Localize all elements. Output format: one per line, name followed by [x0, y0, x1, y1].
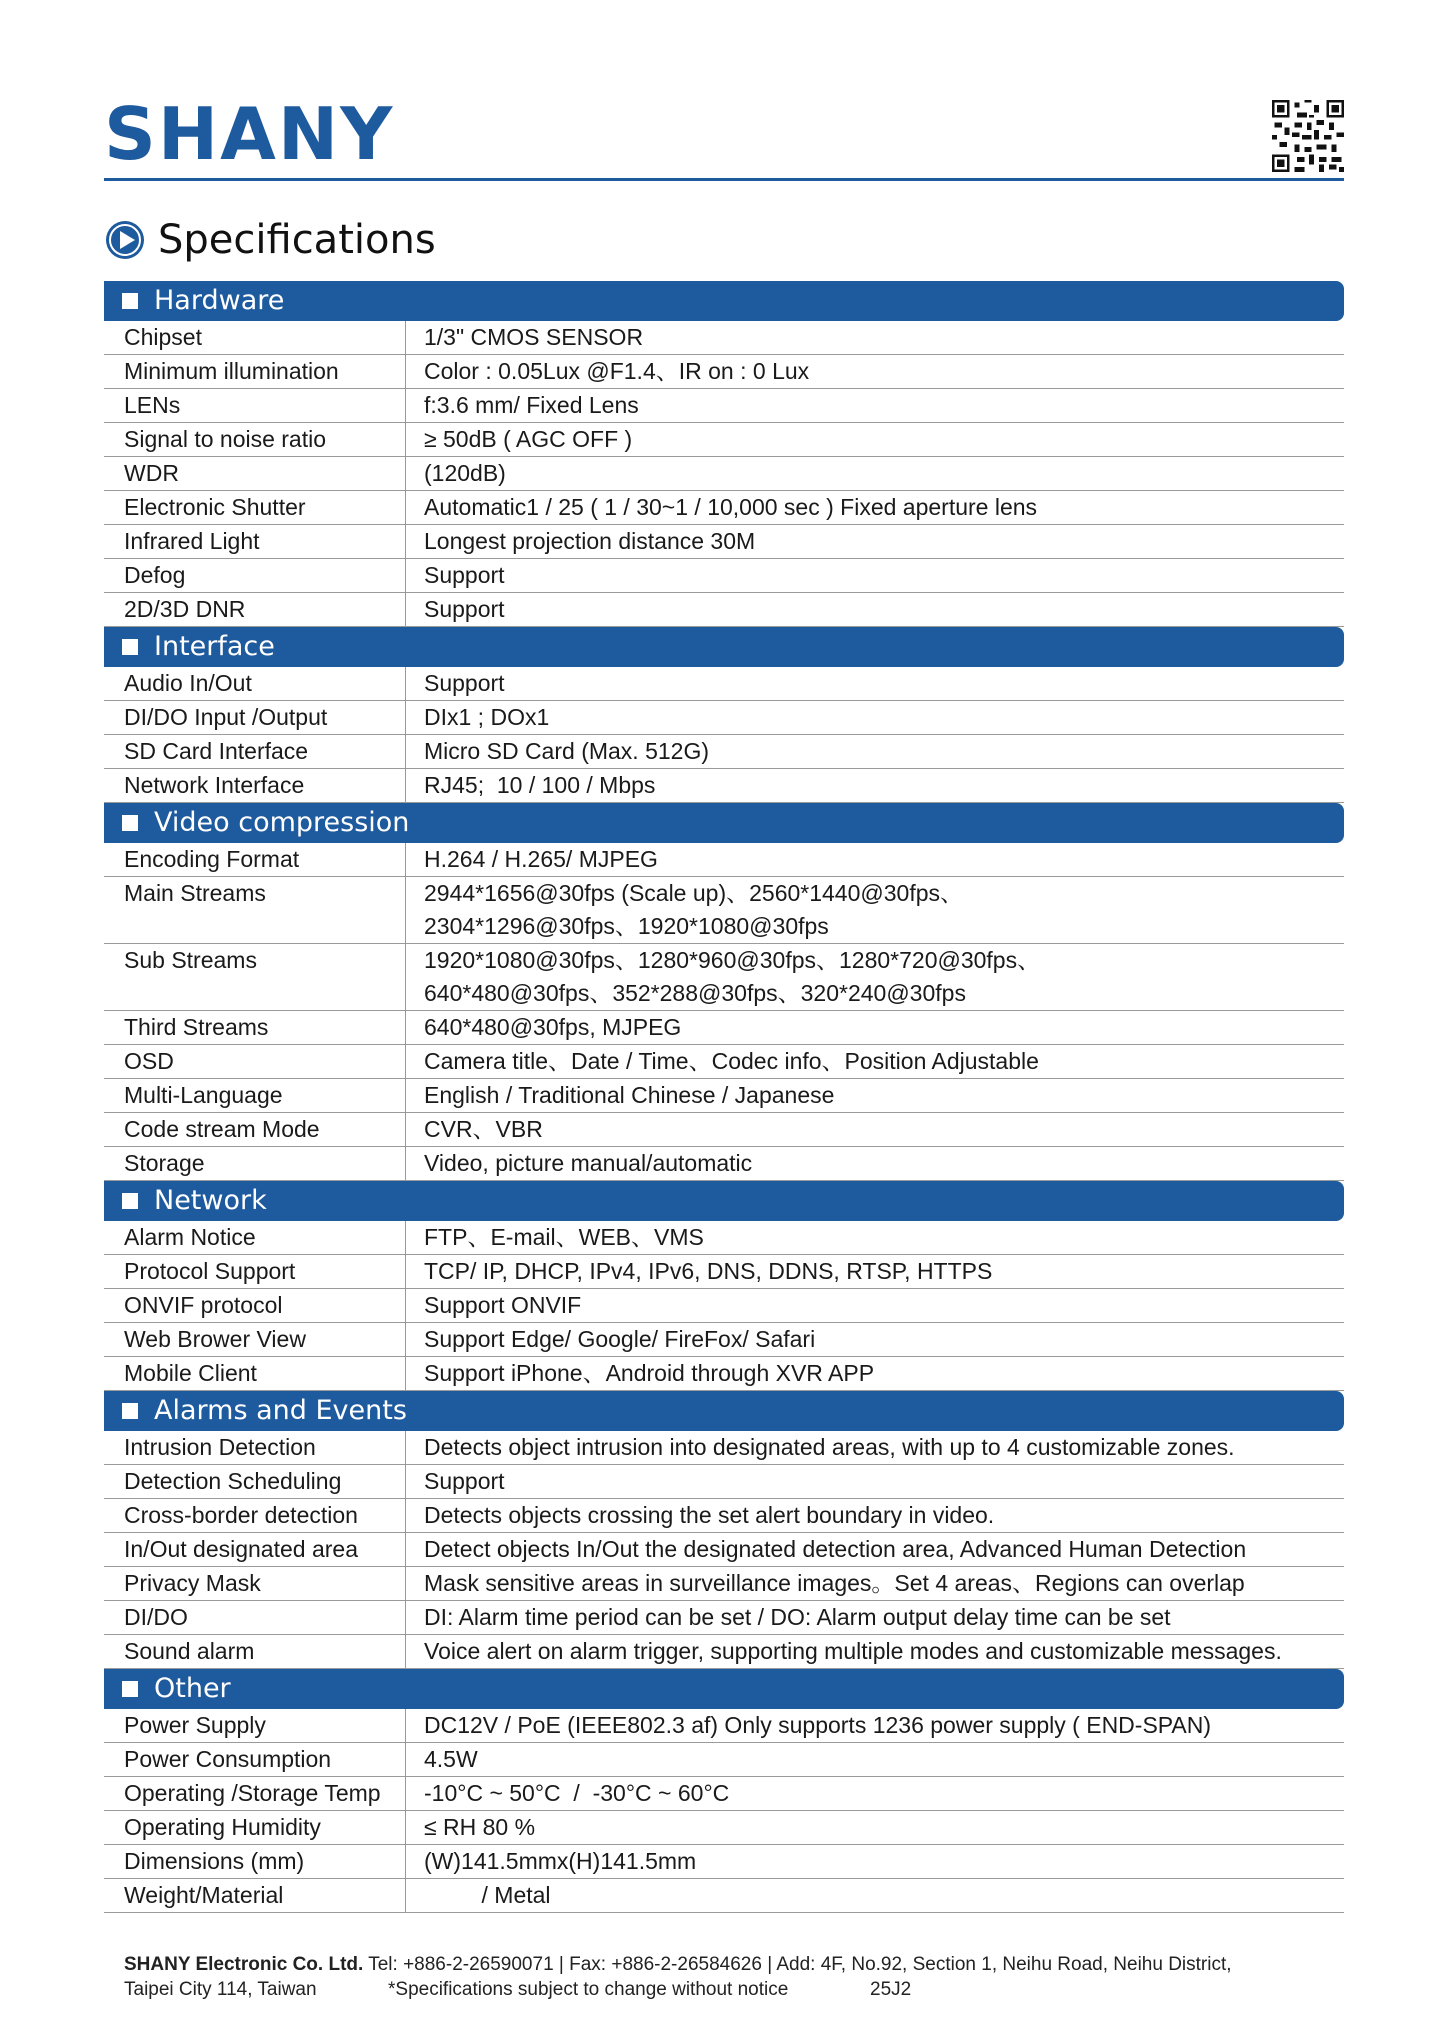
spec-label: Privacy Mask	[104, 1567, 406, 1600]
spec-value	[406, 1811, 535, 1844]
footer-notice: *Specifications subject to change without notice	[388, 1979, 789, 2000]
spec-row	[104, 1499, 1344, 1533]
spec-label: Sound alarm	[104, 1635, 406, 1668]
spec-row	[104, 1323, 1344, 1357]
spec-value-line: ≤ RH 80 %	[424, 1814, 536, 1840]
section-header	[104, 803, 1344, 843]
spec-label: Operating /Storage Temp	[104, 1777, 406, 1810]
spec-value	[406, 355, 809, 388]
spec-value	[406, 1743, 478, 1776]
spec-value	[406, 1499, 994, 1532]
spec-label: Dimensions (mm)	[104, 1845, 406, 1878]
spec-label: DI/DO Input /Output	[104, 701, 406, 734]
spec-row	[104, 525, 1344, 559]
spec-value-line: DC12V / PoE (IEEE802.3 af) Only supports 1236 power supply ( END-SPAN)	[424, 1712, 1212, 1738]
spec-value-line: Support	[424, 562, 505, 588]
spec-value-line: 2304*1296@30fps、1920*1080@30fps	[424, 913, 829, 939]
spec-label: ONVIF protocol	[104, 1289, 406, 1322]
spec-label: OSD	[104, 1045, 406, 1078]
spec-row	[104, 944, 1344, 1011]
spec-value-line: Longest projection distance 30M	[424, 528, 756, 554]
spec-label: WDR	[104, 457, 406, 490]
spec-value	[406, 1113, 543, 1146]
spec-row	[104, 1289, 1344, 1323]
spec-value-line: Color : 0.05Lux @F1.4、IR on : 0 Lux	[424, 358, 810, 384]
spec-value-line: 640*480@30fps、352*288@30fps、320*240@30fps	[424, 980, 966, 1006]
qr-code-icon	[1272, 100, 1344, 172]
spec-label: Code stream Mode	[104, 1113, 406, 1146]
footer-contact: Tel: +886-2-26590071 | Fax: +886-2-26584626 | Add: 4F, No.92, Section 1, Neihu Road, Neihu District,	[368, 1954, 1232, 1975]
spec-row	[104, 1601, 1344, 1635]
spec-value-line: Video, picture manual/automatic	[424, 1150, 753, 1176]
spec-value-line: Camera title、Date / Time、Codec info、Position Adjustable	[424, 1048, 1039, 1074]
spec-row	[104, 1113, 1344, 1147]
spec-value-line: 640*480@30fps, MJPEG	[424, 1014, 682, 1040]
spec-label: Web Brower View	[104, 1323, 406, 1356]
spec-value-line: DIx1 ; DOx1	[424, 704, 550, 730]
section-header	[104, 1669, 1344, 1709]
spec-value	[406, 1635, 1282, 1668]
square-bullet-icon	[122, 639, 138, 655]
spec-value	[406, 944, 1040, 1010]
spec-value	[406, 1221, 704, 1254]
spec-value	[406, 1045, 1039, 1078]
spec-label: Intrusion Detection	[104, 1431, 406, 1464]
square-bullet-icon	[122, 1681, 138, 1697]
spec-value-line: Detects objects crossing the set alert boundary in video.	[424, 1502, 995, 1528]
spec-value-line: Support Edge/ Google/ FireFox/ Safari	[424, 1326, 816, 1352]
spec-value	[406, 735, 709, 768]
spec-value-line: (120dB)	[424, 460, 506, 486]
spec-label: Chipset	[104, 321, 406, 354]
spec-row	[104, 389, 1344, 423]
spec-row	[104, 1079, 1344, 1113]
spec-value-line: Support	[424, 596, 505, 622]
spec-label: Mobile Client	[104, 1357, 406, 1390]
spec-label: Network Interface	[104, 769, 406, 802]
spec-row	[104, 1431, 1344, 1465]
spec-label: LENs	[104, 389, 406, 422]
spec-row	[104, 1845, 1344, 1879]
page-title-row	[104, 214, 436, 266]
spec-label: Infrared Light	[104, 525, 406, 558]
spec-row	[104, 423, 1344, 457]
spec-row	[104, 559, 1344, 593]
spec-value	[406, 1567, 1245, 1600]
spec-label: Main Streams	[104, 877, 406, 943]
spec-value	[406, 877, 963, 943]
spec-value	[406, 389, 639, 422]
spec-value	[406, 559, 505, 592]
spec-label: SD Card Interface	[104, 735, 406, 768]
spec-value	[406, 1601, 1171, 1634]
spec-value	[406, 525, 755, 558]
footer-company: SHANY Electronic Co. Ltd.	[124, 1954, 364, 1975]
brand-logo: SHANY	[104, 92, 395, 176]
spec-row	[104, 1635, 1344, 1669]
square-bullet-icon	[122, 1193, 138, 1209]
spec-value-line: Support ONVIF	[424, 1292, 582, 1318]
spec-value-line: Voice alert on alarm trigger, supporting multiple modes and customizable messages.	[424, 1638, 1282, 1664]
spec-row	[104, 1221, 1344, 1255]
header-divider	[104, 178, 1344, 181]
spec-label: Power Consumption	[104, 1743, 406, 1776]
spec-label: Detection Scheduling	[104, 1465, 406, 1498]
spec-value-line: DI: Alarm time period can be set / DO: Alarm output delay time can be set	[424, 1604, 1171, 1630]
footer	[124, 1952, 1232, 2002]
spec-row	[104, 1709, 1344, 1743]
spec-value	[406, 423, 632, 456]
spec-value	[406, 1255, 992, 1288]
spec-row	[104, 1465, 1344, 1499]
section-header	[104, 1181, 1344, 1221]
spec-value-line: -10°C ~ 50°C / -30°C ~ 60°C	[424, 1780, 730, 1806]
spec-value-line: Mask sensitive areas in surveillance images。Set 4 areas、Regions can overlap	[424, 1570, 1245, 1596]
section-title: Video compression	[154, 807, 410, 838]
play-circle-icon	[104, 219, 146, 261]
spec-value	[406, 321, 643, 354]
spec-label: Storage	[104, 1147, 406, 1180]
spec-value-line: FTP、E-mail、WEB、VMS	[424, 1224, 704, 1250]
spec-value	[406, 1357, 874, 1390]
footer-code: 25J2	[870, 1979, 912, 2000]
spec-row	[104, 1879, 1344, 1913]
spec-row	[104, 1811, 1344, 1845]
spec-value-line: / Metal	[424, 1882, 551, 1908]
spec-value-line: Automatic1 / 25 ( 1 / 30~1 / 10,000 sec ) Fixed aperture lens	[424, 494, 1038, 520]
spec-label: Signal to noise ratio	[104, 423, 406, 456]
spec-value	[406, 1431, 1235, 1464]
spec-row	[104, 877, 1344, 944]
square-bullet-icon	[122, 293, 138, 309]
spec-value-line: 2944*1656@30fps (Scale up)、2560*1440@30fps、	[424, 880, 964, 906]
spec-value-line: Support iPhone、Android through XVR APP	[424, 1360, 875, 1386]
spec-label: Multi-Language	[104, 1079, 406, 1112]
spec-value	[406, 1147, 752, 1180]
spec-value	[406, 1465, 505, 1498]
spec-value-line: RJ45; 10 / 100 / Mbps	[424, 772, 656, 798]
spec-value	[406, 1879, 551, 1912]
spec-label: 2D/3D DNR	[104, 593, 406, 626]
spec-row	[104, 701, 1344, 735]
spec-value	[406, 1845, 696, 1878]
spec-value-line: TCP/ IP, DHCP, IPv4, IPv6, DNS, DDNS, RTSP, HTTPS	[424, 1258, 993, 1284]
spec-label: Operating Humidity	[104, 1811, 406, 1844]
spec-value	[406, 769, 655, 802]
spec-row	[104, 769, 1344, 803]
spec-label: Weight/Material	[104, 1879, 406, 1912]
spec-value	[406, 667, 505, 700]
spec-row	[104, 1743, 1344, 1777]
spec-row	[104, 1011, 1344, 1045]
spec-label: DI/DO	[104, 1601, 406, 1634]
spec-label: Alarm Notice	[104, 1221, 406, 1254]
spec-row	[104, 1533, 1344, 1567]
square-bullet-icon	[122, 815, 138, 831]
spec-value	[406, 1079, 834, 1112]
section-header	[104, 281, 1344, 321]
spec-row	[104, 593, 1344, 627]
spec-row	[104, 667, 1344, 701]
spec-value	[406, 593, 505, 626]
spec-value-line: (W)141.5mmx(H)141.5mm	[424, 1848, 697, 1874]
spec-value	[406, 1289, 581, 1322]
spec-value-line: f:3.6 mm/ Fixed Lens	[424, 392, 639, 418]
spec-value-line: Detect objects In/Out the designated detection area, Advanced Human Detection	[424, 1536, 1247, 1562]
footer-city: Taipei City 114, Taiwan	[124, 1979, 317, 2000]
spec-label: Sub Streams	[104, 944, 406, 1010]
square-bullet-icon	[122, 1403, 138, 1419]
spec-value	[406, 457, 506, 490]
spec-label: Electronic Shutter	[104, 491, 406, 524]
section-header	[104, 1391, 1344, 1431]
spec-value	[406, 491, 1037, 524]
section-title: Alarms and Events	[154, 1395, 407, 1426]
spec-value-line: 1/3" CMOS SENSOR	[424, 324, 644, 350]
spec-value	[406, 1011, 681, 1044]
spec-label: Third Streams	[104, 1011, 406, 1044]
spec-value-line: Detects object intrusion into designated areas, with up to 4 customizable zones.	[424, 1434, 1235, 1460]
spec-value-line: Support	[424, 1468, 505, 1494]
spec-value	[406, 701, 549, 734]
spec-value	[406, 1533, 1246, 1566]
spec-label: Cross-border detection	[104, 1499, 406, 1532]
spec-value	[406, 1709, 1211, 1742]
spec-row	[104, 457, 1344, 491]
spec-value-line: Support	[424, 670, 505, 696]
spec-value-line: Micro SD Card (Max. 512G)	[424, 738, 710, 764]
spec-row	[104, 1045, 1344, 1079]
spec-label: Minimum illumination	[104, 355, 406, 388]
spec-value	[406, 1323, 815, 1356]
spec-label: Power Supply	[104, 1709, 406, 1742]
spec-row	[104, 491, 1344, 525]
spec-row	[104, 1147, 1344, 1181]
spec-row	[104, 321, 1344, 355]
spec-value-line: H.264 / H.265/ MJPEG	[424, 846, 658, 872]
spec-value-line: ≥ 50dB ( AGC OFF )	[424, 426, 633, 452]
spec-table	[104, 281, 1344, 1913]
spec-label: Encoding Format	[104, 843, 406, 876]
spec-label: Protocol Support	[104, 1255, 406, 1288]
spec-row	[104, 1357, 1344, 1391]
section-title: Interface	[154, 631, 275, 662]
spec-label: Defog	[104, 559, 406, 592]
page-title: Specifications	[158, 217, 436, 263]
section-title: Hardware	[154, 285, 285, 316]
spec-row	[104, 1777, 1344, 1811]
spec-row	[104, 735, 1344, 769]
spec-row	[104, 1255, 1344, 1289]
spec-row	[104, 843, 1344, 877]
page-header	[104, 92, 1344, 184]
spec-value-line: CVR、VBR	[424, 1116, 543, 1142]
spec-row	[104, 355, 1344, 389]
section-header	[104, 627, 1344, 667]
spec-label: In/Out designated area	[104, 1533, 406, 1566]
spec-value-line: English / Traditional Chinese / Japanese	[424, 1082, 835, 1108]
spec-label: Audio In/Out	[104, 667, 406, 700]
spec-value-line: 4.5W	[424, 1746, 478, 1772]
section-title: Other	[154, 1673, 231, 1704]
section-title: Network	[154, 1185, 267, 1216]
spec-row	[104, 1567, 1344, 1601]
spec-value-line: 1920*1080@30fps、1280*960@30fps、1280*720@30fps、	[424, 947, 1041, 973]
spec-value	[406, 843, 658, 876]
spec-value	[406, 1777, 729, 1810]
